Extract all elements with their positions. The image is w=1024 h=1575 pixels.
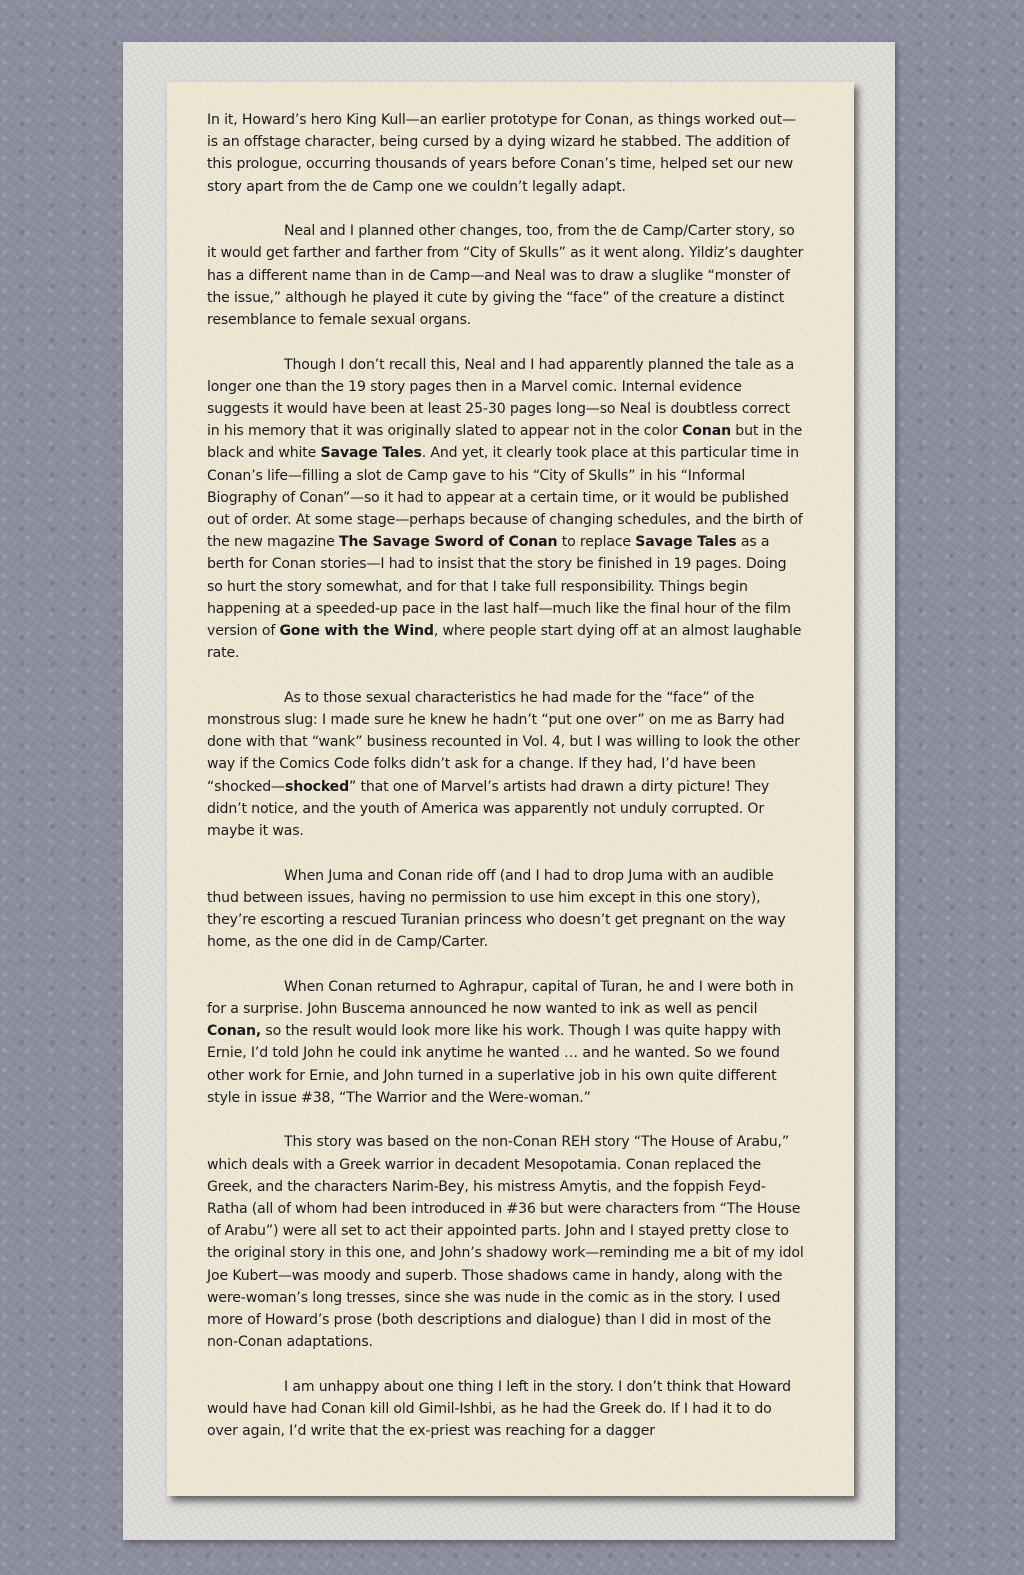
paragraph-3-text: as a berth for Conan stories—I had to insist that the story be finished in 19 pages. Doing so hurt the story somewhat, and for that I take full responsibility. Things begin happening at a speeded-up pace in the last half—much like the final hour of the film version of [207, 534, 791, 640]
paragraph-5 [207, 865, 805, 954]
paragraph-7-text: This story was based on the non-Conan REH story “The House of Arabu,” which deals with a Greek warrior in decadent Mesopotamia. Conan replaced the Greek, and the characters Narim-Bey, his mistress Amytis, and the foppish Feyd-Ratha (all of whom had been introduced in #36 but were characters from “The House of Arabu”) were all set to act their appointed parts. John and I stayed pretty close to the original story in this one, and John’s shadowy work—reminding me a bit of my idol Joe Kubert—was moody and superb. Those shadows came in handy, along with the were-woman’s long tresses, since she was nude in the comic as in the story. I used more of Howard’s prose (both descriptions and dialogue) than I did in most of the non-Conan adaptations. [207, 1134, 804, 1351]
paragraph-3-text: but in the black and white [207, 423, 803, 462]
paragraph-2-text: Neal and I planned other changes, too, from the de Camp/Carter story, so it would get farther and farther from “City of Skulls” as it went along. Yildiz’s daughter has a different name than in de Camp—and Neal was to draw a sluglike “monster of the issue,” although he played it cute by giving the “face” of the creature a distinct resemblance to female sexual organs. [207, 223, 804, 329]
paragraph-3-text: . And yet, it clearly took place at this particular time in Conan’s life—filling a slot de Camp gave to his “City of Skulls” in his “Informal Biography of Conan”—so it had to appear at a certain time, or it would be published out of order. At some stage—perhaps because of changing schedules, and the birth of the new magazine [207, 445, 803, 551]
paragraph-3 [207, 354, 805, 665]
bold-title-savage-tales: Savage Tales [320, 445, 422, 462]
paragraph-6-text: When Conan returned to Aghrapur, capital of Turan, he and I were both in for a surprise. John Buscema announced he now wanted to ink as well as pencil [207, 978, 794, 1018]
paragraph-6-text: so the result would look more like his work. Though I was quite happy with Ernie, I’d told John he could ink anytime he wanted … and he wanted. So we found other work for Ernie, and John turned in a superlative job in his own quite different style in issue #38, “The Warrior and the Were-woman.” [207, 1023, 782, 1106]
paragraph-2 [207, 220, 805, 331]
paragraph-5-text: When Juma and Conan ride off (and I had to drop Juma with an audible thud between issues, having no permission to use him except in this one story), they’re escorting a rescued Turanian princess who doesn’t get pregnant on the way home, as the one did in de Camp/Carter. [207, 867, 786, 951]
paragraph-3-text: to replace [557, 534, 636, 551]
paragraph-8-text: I am unhappy about one thing I left in the story. I don’t think that Howard would have had Conan kill old Gimil-Ishbi, as he had the Greek do. If I had it to do over again, I’d write that the ex-priest was reaching for a dagger [207, 1378, 791, 1440]
paragraph-6 [207, 976, 805, 1109]
paragraph-4 [207, 687, 805, 842]
paragraph-7 [207, 1131, 805, 1353]
bold-emphasis-shocked: shocked [284, 778, 350, 795]
paragraph-8 [207, 1376, 805, 1443]
bold-title-conan: Conan, [207, 1023, 262, 1040]
paragraph-4-text: As to those sexual characteristics he had made for the “face” of the monstrous slug: I made sure he knew he hadn’t “put one over” on me as Barry had done with that “wank” business recounted in Vol. 4, but I was willing to look the other way if the Comics Code folks didn’t ask for a change. If they had, I’d have been “shocked— [207, 689, 800, 795]
bold-title-savage-sword: The Savage Sword of Conan [339, 534, 558, 551]
paragraph-1-text: In it, Howard’s hero King Kull—an earlier prototype for Conan, as things worked out—is an offstage character, being cursed by a dying wizard he stabbed. The addition of this prologue, occurring thousands of years before Conan’s time, helped set our new story apart from the de Camp one we couldn’t legally adapt. [207, 112, 796, 195]
paragraph-1 [207, 109, 805, 198]
text-panel [167, 82, 854, 1496]
paragraph-4-text: ” that one of Marvel’s artists had drawn a dirty picture! They didn’t notice, and the youth of America was apparently not unduly corrupted. Or maybe it was. [207, 778, 770, 840]
paragraph-3-text: , where people start dying off at an almost laughable rate. [207, 623, 802, 662]
bold-title-conan: Conan [682, 423, 731, 440]
paragraph-3-text: Though I don’t recall this, Neal and I had apparently planned the tale as a longer one than the 19 story pages then in a Marvel comic. Internal evidence suggests it would have been at least 25-30 pages long—so Neal is doubtless correct in his memory that it was originally slated to appear not in the color [207, 356, 795, 440]
article-body [207, 109, 805, 1465]
bold-title-gone-with-the-wind: Gone with the Wind [279, 623, 434, 640]
bold-title-savage-tales: Savage Tales [635, 534, 737, 551]
